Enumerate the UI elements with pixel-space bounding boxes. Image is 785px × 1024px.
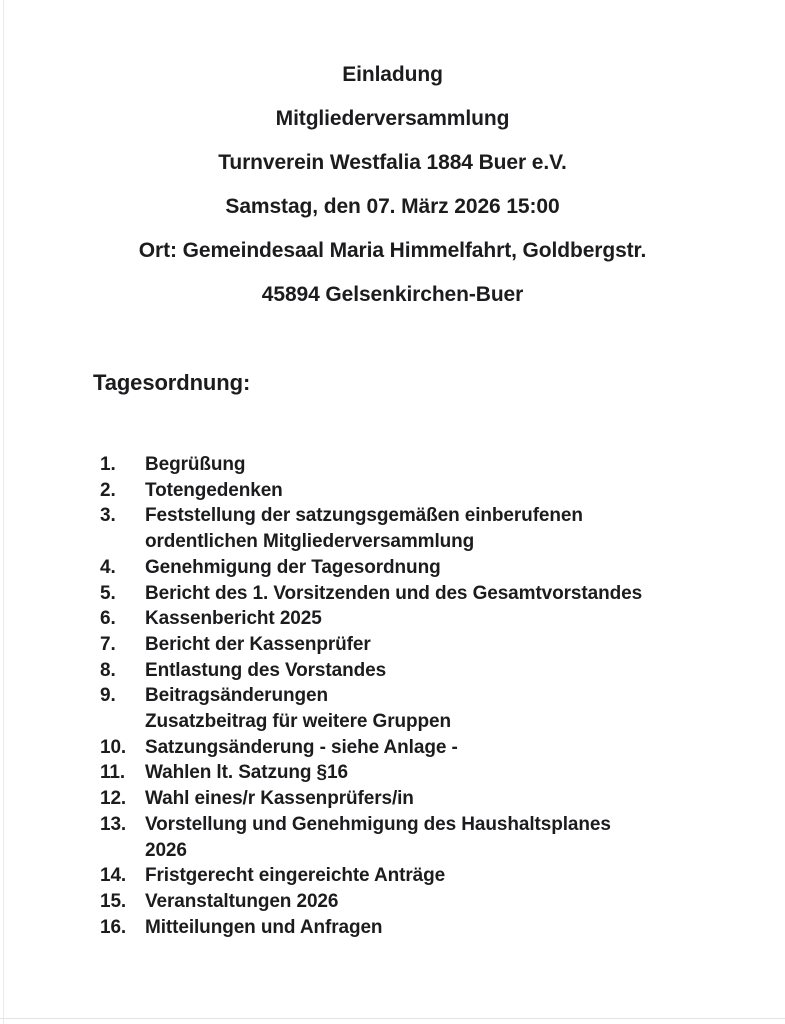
agenda-item-number: 3. xyxy=(100,505,116,527)
agenda-item xyxy=(100,863,745,889)
agenda-item-number: 16. xyxy=(100,916,127,938)
header-line-ort: Ort: Gemeindesaal Maria Himmelfahrt, Goldbergstr. xyxy=(138,239,647,262)
agenda-item-number: 14. xyxy=(100,865,127,887)
agenda-item-text xyxy=(145,786,745,812)
agenda-item-number: 4. xyxy=(100,556,116,578)
agenda-item-line: Zusatzbeitrag für weitere Gruppen xyxy=(145,711,452,733)
agenda-item-line: Entlastung des Vorstandes xyxy=(145,659,387,681)
agenda-item-line: Beitragsänderungen xyxy=(145,685,328,707)
agenda-item xyxy=(100,683,745,734)
agenda-item-number: 11. xyxy=(100,762,126,784)
agenda-item-line: Bericht des 1. Vorsitzenden und des Gesamtvorstandes xyxy=(145,582,643,604)
agenda-item-line: Genehmigung der Tagesordnung xyxy=(145,556,441,578)
agenda-list xyxy=(100,452,785,940)
agenda-item-line: Mitteilungen und Anfragen xyxy=(145,916,383,938)
agenda-item-number: 6. xyxy=(100,608,116,630)
scan-edge-bottom xyxy=(0,1018,785,1019)
agenda-item-line: ordentlichen Mitgliederversammlung xyxy=(145,531,475,553)
invitation-header xyxy=(0,0,785,308)
agenda-item-text xyxy=(145,503,745,554)
header-line-datum: Samstag, den 07. März 2026 15:00 xyxy=(225,195,560,218)
agenda-item-line: Veranstaltungen 2026 xyxy=(145,890,339,912)
agenda-item-line: Begrüßung xyxy=(145,454,246,475)
agenda-item-line: Feststellung der satzungsgemäßen einberufenen xyxy=(145,505,583,527)
agenda-item-text xyxy=(145,452,745,478)
agenda-item-line: Bericht der Kassenprüfer xyxy=(145,633,371,655)
agenda-item xyxy=(100,606,745,632)
agenda-item-text xyxy=(145,478,745,504)
agenda-item-number: 10. xyxy=(100,736,127,758)
agenda-item-number: 13. xyxy=(100,813,127,835)
agenda-item-number: 7. xyxy=(100,633,116,655)
agenda-item-line: 2026 xyxy=(145,839,187,861)
agenda-item-text xyxy=(145,760,745,786)
agenda-item xyxy=(100,658,745,684)
agenda-item-line: Totengedenken xyxy=(145,479,283,501)
agenda-item xyxy=(100,478,745,504)
agenda-item xyxy=(100,786,745,812)
agenda-item-text xyxy=(145,812,745,863)
agenda-item xyxy=(100,632,745,658)
agenda-item xyxy=(100,503,745,554)
agenda-item-number: 12. xyxy=(100,788,127,810)
agenda-item xyxy=(100,555,745,581)
agenda-item xyxy=(100,452,745,478)
agenda-item-line: Vorstellung und Genehmigung des Haushaltsplanes xyxy=(145,813,611,835)
agenda-item xyxy=(100,915,745,941)
agenda-item-number: 15. xyxy=(100,890,127,912)
agenda-item xyxy=(100,889,745,915)
header-line-versammlung: Mitgliederversammlung xyxy=(275,107,510,130)
agenda-item-number: 5. xyxy=(100,582,116,604)
agenda-item-number: 1. xyxy=(100,454,116,475)
agenda-item-text xyxy=(145,581,745,607)
agenda-item-number: 2. xyxy=(100,479,116,501)
agenda-item xyxy=(100,581,745,607)
agenda-item-text xyxy=(145,863,745,889)
header-line-einladung: Einladung xyxy=(342,63,443,86)
agenda-title: Tagesordnung: xyxy=(93,370,251,395)
agenda-item-text xyxy=(145,658,745,684)
agenda-item-text xyxy=(145,889,745,915)
header-line-plz-stadt: 45894 Gelsenkirchen-Buer xyxy=(261,283,524,306)
agenda-item-text xyxy=(145,606,745,632)
agenda-item-text xyxy=(145,735,745,761)
agenda-item-line: Fristgerecht eingereichte Anträge xyxy=(145,865,446,887)
agenda-item-line: Wahl eines/r Kassenprüfers/in xyxy=(145,788,414,810)
scan-edge-left xyxy=(3,0,4,1024)
agenda-item-text xyxy=(145,915,745,941)
agenda-item-text xyxy=(145,555,745,581)
header-line-verein: Turnverein Westfalia 1884 Buer e.V. xyxy=(218,151,567,174)
agenda-item-number: 8. xyxy=(100,659,116,681)
agenda-item xyxy=(100,760,745,786)
agenda-item-text xyxy=(145,632,745,658)
agenda-item-line: Wahlen lt. Satzung §16 xyxy=(145,762,348,784)
agenda-item xyxy=(100,812,745,863)
agenda-item-line: Kassenbericht 2025 xyxy=(145,608,322,630)
agenda-item xyxy=(100,735,745,761)
agenda-item-number: 9. xyxy=(100,685,116,707)
agenda-item-line: Satzungsänderung - siehe Anlage - xyxy=(145,736,458,758)
agenda-item-text xyxy=(145,683,745,734)
